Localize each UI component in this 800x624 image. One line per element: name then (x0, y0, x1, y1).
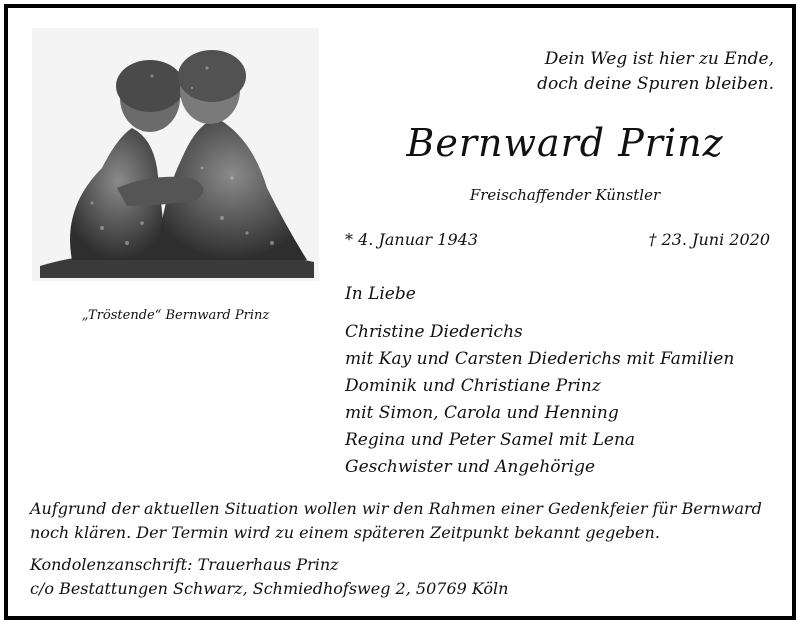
mourner-line: mit Simon, Carola und Henning (345, 403, 619, 423)
birth-date: * 4. Januar 1943 (345, 230, 478, 249)
memorial-notice: Aufgrund der aktuellen Situation wollen wir den Rahmen einer Gedenkfeier für Bernward noch klären. Der Termin wird zu einem späteren Zeitpunkt bekannt gegeben. (30, 499, 762, 542)
address-line: Kondolenzanschrift: Trauerhaus Prinz (30, 555, 339, 574)
motto-line: Dein Weg ist hier zu Ende, (544, 49, 774, 69)
motto (537, 47, 774, 97)
deceased-name: Bernward Prinz (406, 121, 724, 165)
mourners-intro: In Liebe (345, 284, 416, 304)
mourner-line: Christine Diederichs (345, 322, 523, 342)
sculpture-photo (32, 28, 319, 281)
death-date: † 23. Juni 2020 (648, 230, 770, 249)
mourner-line: Regina und Peter Samel mit Lena (345, 430, 636, 450)
mourner-line: mit Kay und Carsten Diederichs mit Familien (345, 349, 735, 369)
mourner-line: Dominik und Christiane Prinz (345, 376, 601, 396)
address-line: c/o Bestattungen Schwarz, Schmiedhofsweg 2, 50769 Köln (30, 579, 509, 598)
mourners-list (345, 319, 734, 481)
deceased-profession: Freischaffender Künstler (469, 186, 661, 204)
mourner-line: Geschwister und Angehörige (345, 457, 596, 477)
motto-line: doch deine Spuren bleiben. (537, 74, 774, 94)
condolence-address (30, 553, 508, 601)
photo-caption: „Tröstende“ Bernward Prinz (81, 308, 270, 323)
